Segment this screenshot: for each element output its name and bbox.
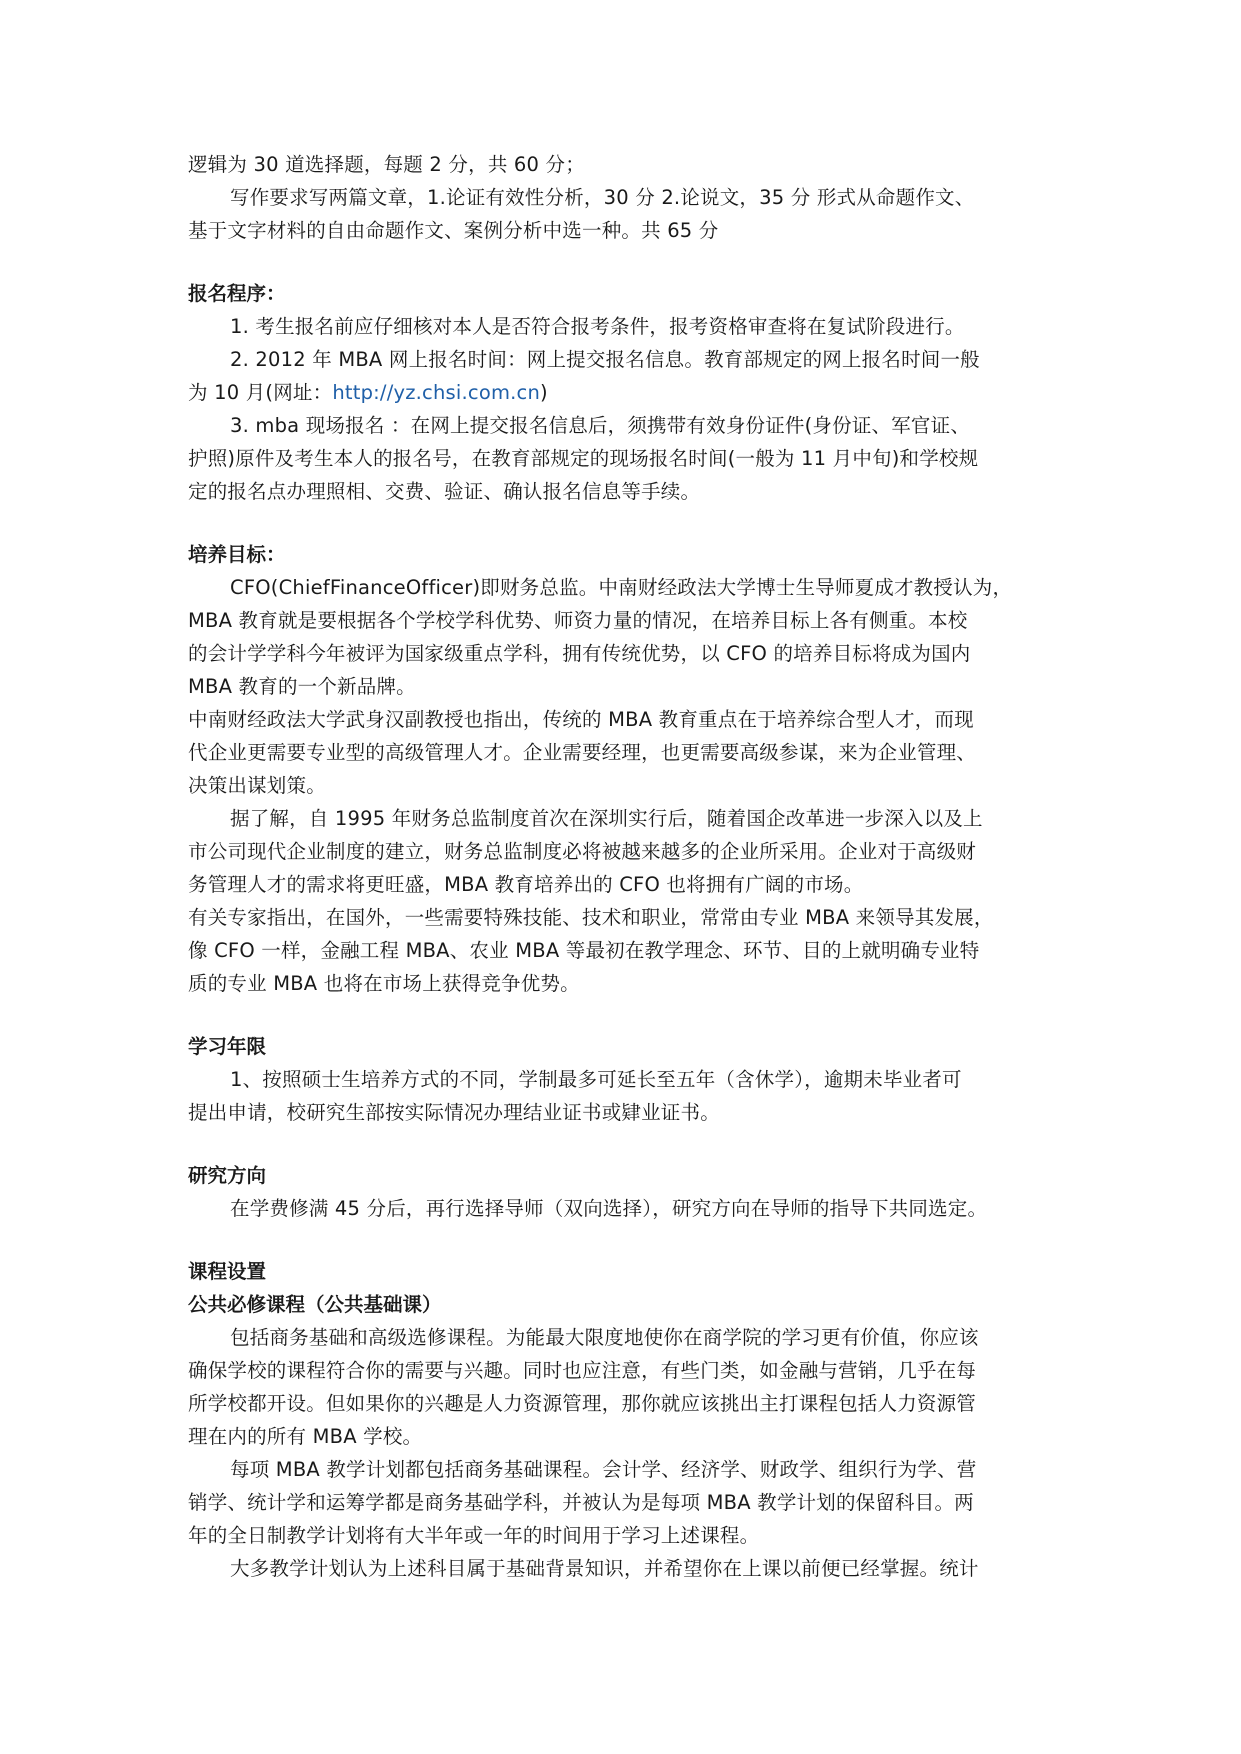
goals-p1-line-4: MBA 教育的一个新品牌。 — [188, 675, 416, 698]
exam-writing-line-2: 基于文字材料的自由命题作文、案例分析中选一种。共 65 分 — [188, 219, 719, 242]
goals-p1-line-2: MBA 教育就是要根据各个学校学科优势、师资力量的情况，在培养目标上各有侧重。本校 — [188, 609, 968, 632]
registration-item-1: 1. 考生报名前应仔细核对本人是否符合报考条件，报考资格审查将在复试阶段进行。 — [230, 315, 965, 338]
duration-line-1: 1、按照硕士生培养方式的不同，学制最多可延长至五年（含休学），逾期未毕业者可 — [230, 1068, 962, 1091]
registration-item-2-suffix: ) — [540, 381, 548, 404]
exam-logic-line: 逻辑为 30 道选择题，每题 2 分，共 60 分； — [188, 153, 585, 176]
registration-item-2-line-1: 2. 2012 年 MBA 网上报名时间：网上提交报名信息。教育部规定的网上报名时间一般 — [230, 348, 980, 371]
curriculum-p1-line-4: 理在内的所有 MBA 学校。 — [188, 1425, 423, 1448]
registration-item-3-line-2: 护照)原件及考生本人的报名号，在教育部规定的现场报名时间(一般为 11 月中旬)和学校规 — [188, 447, 979, 470]
goals-heading: 培养目标： — [188, 543, 286, 566]
goals-p4-line-2: 像 CFO 一样，金融工程 MBA、农业 MBA 等最初在教学理念、环节、目的上就明确专业特 — [188, 939, 980, 962]
goals-p2-line-3: 决策出谋划策。 — [188, 774, 326, 797]
registration-item-2-line-2 — [188, 376, 1068, 409]
registration-heading: 报名程序： — [188, 282, 286, 305]
goals-p3-line-2: 市公司现代企业制度的建立，财务总监制度必将被越来越多的企业所采用。企业对于高级财 — [188, 840, 977, 863]
research-heading: 研究方向 — [188, 1164, 267, 1187]
duration-heading: 学习年限 — [188, 1035, 267, 1058]
curriculum-p2-line-2: 销学、统计学和运筹学都是商务基础学科，并被认为是每项 MBA 教学计划的保留科目。两 — [188, 1491, 974, 1514]
goals-p3-line-3: 务管理人才的需求将更旺盛，MBA 教育培养出的 CFO 也将拥有广阔的市场。 — [188, 873, 864, 896]
registration-item-2-prefix: 为 10 月(网址： — [188, 381, 333, 404]
registration-item-3-line-1: 3. mba 现场报名 ：在网上提交报名信息后，须携带有效身份证件(身份证、军官证、 — [230, 414, 971, 437]
goals-p3-line-1: 据了解，自 1995 年财务总监制度首次在深圳实行后，随着国企改革进一步深入以及上 — [230, 807, 983, 830]
goals-p1-line-1: CFO(ChiefFinanceOfficer)即财务总监。中南财经政法大学博士生导师夏成才教授认为， — [230, 576, 1013, 599]
goals-p2-line-1: 中南财经政法大学武身汉副教授也指出，传统的 MBA 教育重点在于培养综合型人才，而现 — [188, 708, 974, 731]
goals-p4-line-3: 质的专业 MBA 也将在市场上获得竞争优势。 — [188, 972, 580, 995]
curriculum-p1-line-3: 所学校都开设。但如果你的兴趣是人力资源管理，那你就应该挑出主打课程包括人力资源管 — [188, 1392, 977, 1415]
registration-website-link[interactable]: http://yz.chsi.com.cn — [332, 381, 541, 404]
document-page — [188, 148, 1068, 1585]
goals-p4-line-1: 有关专家指出，在国外，一些需要特殊技能、技术和职业，常常由专业 MBA 来领导其发展， — [188, 906, 994, 929]
curriculum-subheading: 公共必修课程（公共基础课） — [188, 1293, 442, 1316]
goals-p2-line-2: 代企业更需要专业型的高级管理人才。企业需要经理，也更需要高级参谋，来为企业管理、 — [188, 741, 977, 764]
research-line-1: 在学费修满 45 分后，再行选择导师（双向选择），研究方向在导师的指导下共同选定。 — [230, 1197, 988, 1220]
exam-writing-line-1: 写作要求写两篇文章，1.论证有效性分析，30 分 2.论说文，35 分 形式从命题作文、 — [230, 186, 975, 209]
curriculum-p3-line-1: 大多教学计划认为上述科目属于基础背景知识，并希望你在上课以前便已经掌握。统计 — [230, 1557, 979, 1580]
curriculum-p1-line-1: 包括商务基础和高级选修课程。为能最大限度地使你在商学院的学习更有价值，你应该 — [230, 1326, 979, 1349]
curriculum-p2-line-1: 每项 MBA 教学计划都包括商务基础课程。会计学、经济学、财政学、组织行为学、营 — [230, 1458, 977, 1481]
curriculum-heading: 课程设置 — [188, 1260, 267, 1283]
curriculum-p1-line-2: 确保学校的课程符合你的需要与兴趣。同时也应注意，有些门类，如金融与营销，几乎在每 — [188, 1359, 977, 1382]
duration-line-2: 提出申请，校研究生部按实际情况办理结业证书或肄业证书。 — [188, 1101, 720, 1124]
registration-item-3-line-3: 定的报名点办理照相、交费、验证、确认报名信息等手续。 — [188, 480, 701, 503]
goals-p1-line-3: 的会计学学科今年被评为国家级重点学科，拥有传统优势，以 CFO 的培养目标将成为国内 — [188, 642, 971, 665]
curriculum-p2-line-3: 年的全日制教学计划将有大半年或一年的时间用于学习上述课程。 — [188, 1524, 760, 1547]
